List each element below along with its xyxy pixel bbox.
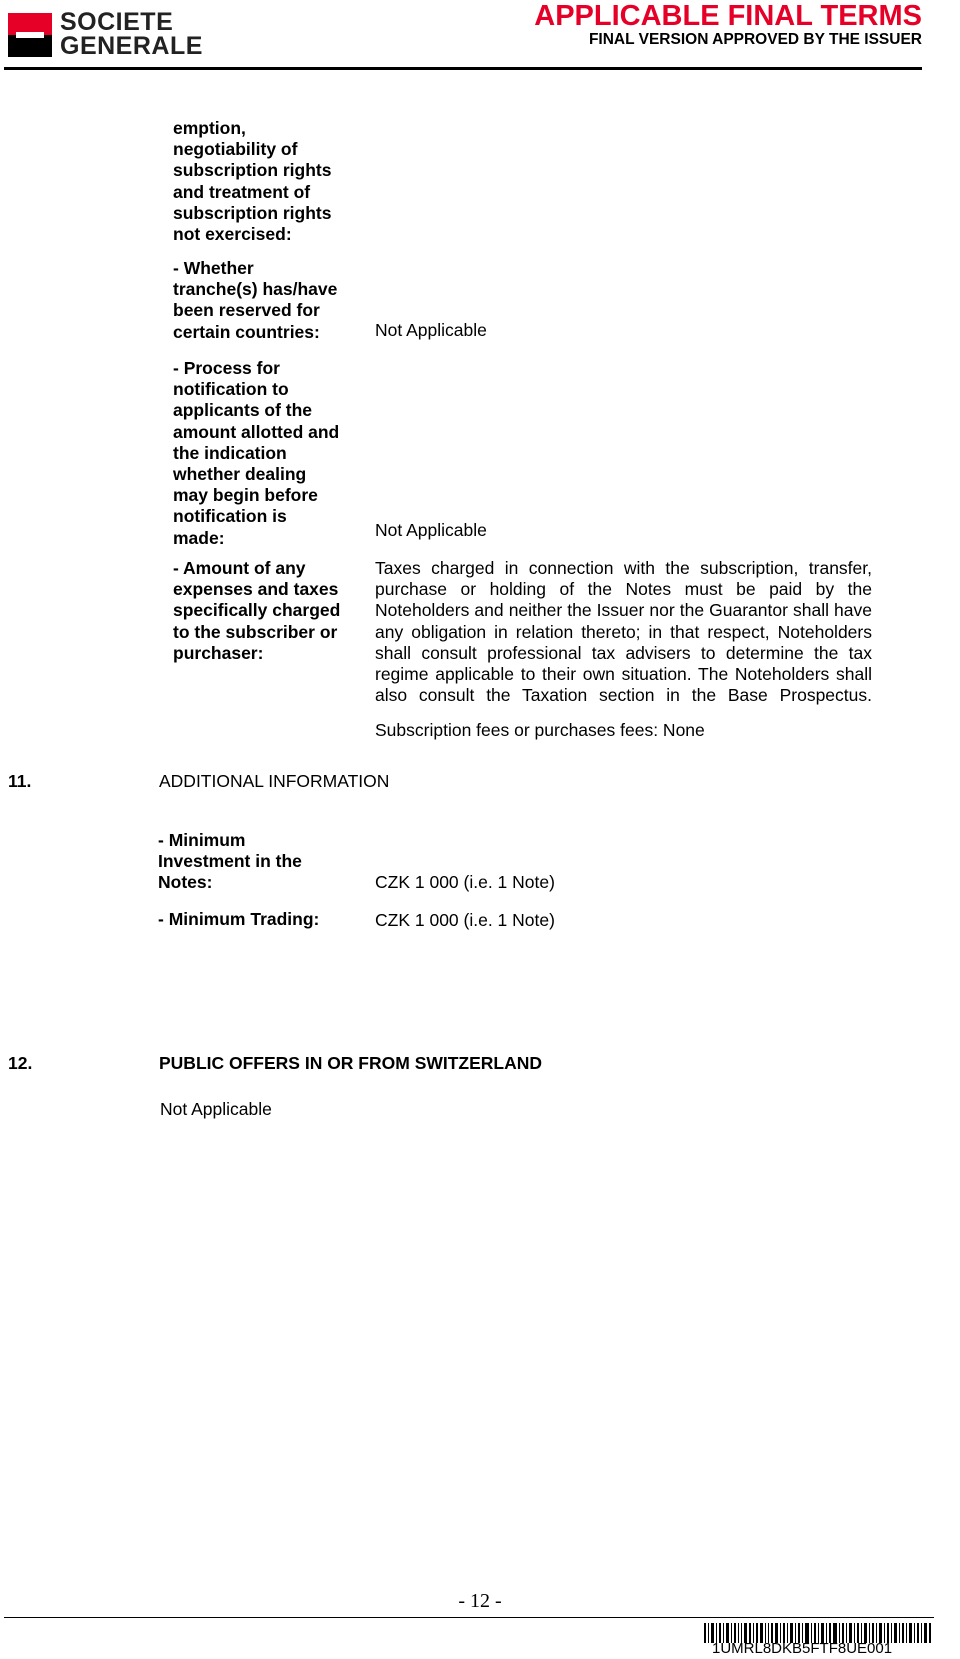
societe-generale-logo <box>8 10 230 62</box>
logo-mark-icon <box>8 13 52 57</box>
logo-text <box>60 10 203 58</box>
section-12-number: 12. <box>8 1053 33 1073</box>
document-title: APPLICABLE FINAL TERMS <box>534 0 922 32</box>
section-11-title: ADDITIONAL INFORMATION <box>159 771 390 791</box>
logo-line-1: SOCIETE <box>60 8 174 36</box>
section-12-text: Not Applicable <box>160 1099 272 1119</box>
header-rule <box>4 67 922 70</box>
logo-line-2: GENERALE <box>60 32 203 60</box>
minimum-trading-value: CZK 1 000 (i.e. 1 Note) <box>375 910 555 930</box>
tranche-reserved-value: Not Applicable <box>375 320 487 340</box>
tranche-reserved-label: - Whether tranche(s) has/have been reserved for certain countries: <box>173 258 338 342</box>
section-12-title: PUBLIC OFFERS IN OR FROM SWITZERLAND <box>159 1053 543 1073</box>
document-subtitle: FINAL VERSION APPROVED BY THE ISSUER <box>588 31 922 48</box>
expenses-taxes-label: - Amount of any expenses and taxes specifically charged to the subscriber or purchaser: <box>173 558 341 663</box>
minimum-trading-label: - Minimum Trading: <box>158 909 320 929</box>
minimum-investment-value: CZK 1 000 (i.e. 1 Note) <box>375 872 555 892</box>
notification-process-value: Not Applicable <box>375 520 487 540</box>
minimum-investment-label: - Minimum Investment in the Notes: <box>158 830 302 893</box>
subscription-fees-text: Subscription fees or purchases fees: None <box>375 720 705 740</box>
notification-process-label: - Process for notification to applicants of the amount allotted and the indication whether dealing may begin before notification is made: <box>173 358 340 548</box>
pre-emption-label: emption, negotiability of subscription rights and treatment of subscription rights not exercised: <box>173 118 332 245</box>
footer-rule <box>4 1617 934 1618</box>
page-number: - 12 - <box>458 1590 502 1612</box>
barcode-text: 1UMRL8DKB5FTF8UE001 <box>712 1640 893 1657</box>
expenses-taxes-text: Taxes charged in connection with the subscription, transfer, purchase or holding of the Notes must be paid by the Noteholders and neither the Issuer nor the Guarantor shall have any obligation in relation thereto; in that respect, Noteholders shall consult professional tax advisers to determine the tax regime applicable to their own situation. The Noteholders shall also consult the Taxation section in the Base Prospectus. <box>375 558 872 706</box>
section-11-number: 11. <box>8 771 32 791</box>
